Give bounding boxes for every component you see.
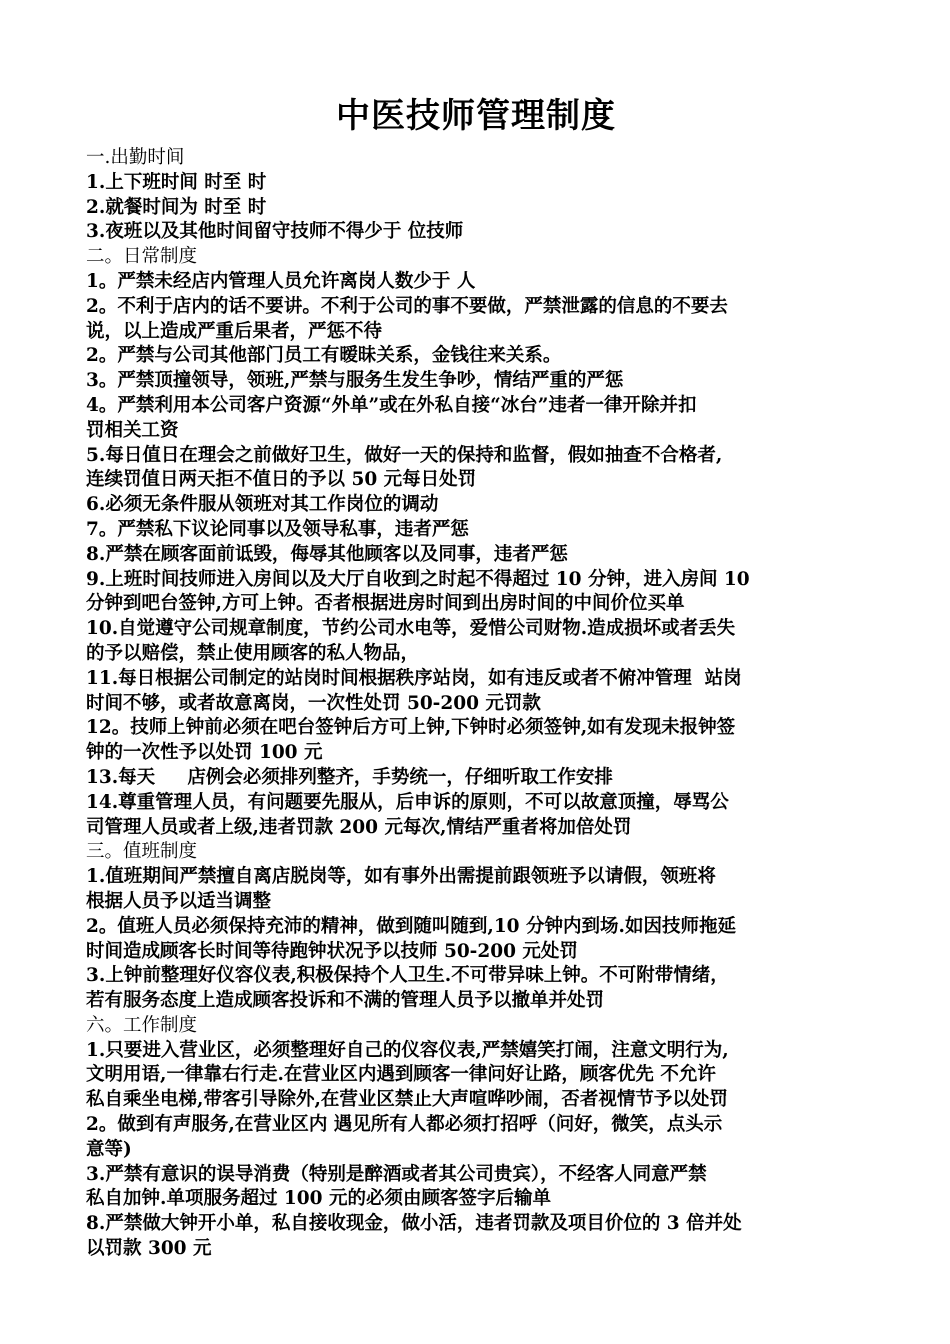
rule-line: 4。严禁利用本公司客户资源“外单”或在外私自接“冰台”违者一律开除并扣: [86, 394, 697, 416]
rule-line: 若有服务态度上造成顾客投诉和不满的管理人员予以撤单并处罚: [86, 990, 605, 1012]
rule-line: 1.值班期间严禁擅自离店脱岗等，如有事外出需提前跟领班予以请假，领班将: [86, 866, 716, 888]
rule-line: 时间不够，或者故意离岗，一次性处罚 50-200 元罚款: [86, 692, 541, 714]
rule-line: 8.严禁做大钟开小单，私自接收现金，做小活，违者罚款及项目价位的 3 倍并处: [86, 1213, 742, 1235]
rule-line: 时间造成顾客长时间等待跑钟状况予以技师 50-200 元处罚: [86, 940, 578, 962]
rule-line: 2。值班人员必须保持充沛的精神，做到随叫随到,10 分钟内到场.如因技师拖延: [86, 915, 736, 937]
rule-line: 2。做到有声服务,在营业区内 遇见所有人都必须打招呼（问好，微笑，点头示: [86, 1114, 723, 1136]
rule-line: 1.只要进入营业区，必须整理好自己的仪容仪表,严禁嬉笑打闹，注意文明行为,: [86, 1039, 729, 1061]
rule-line: 罚相关工资: [86, 419, 179, 441]
rule-line: 3.严禁有意识的误导消费（特别是醉酒或者其公司贵宾），不经客人同意严禁: [86, 1163, 707, 1185]
rule-line: 3。严禁顶撞领导，领班,严禁与服务生发生争吵，情结严重的严惩: [86, 370, 624, 392]
rule-line: 根据人员予以适当调整: [86, 890, 272, 912]
rule-line: 14.尊重管理人员，有问题要先服从，后申诉的原则，不可以故意顶撞，辱骂公: [86, 791, 729, 813]
rule-line: 私自加钟.单项服务超过 100 元的必须由顾客签字后输单: [86, 1188, 551, 1210]
section-heading: 六。工作制度: [86, 1014, 198, 1036]
rule-line: 11.每日根据公司制定的站岗时间根据秩序站岗，如有违反或者不俯冲管理 站岗: [86, 667, 742, 689]
rule-line: 钟的一次性予以处罚 100 元: [86, 742, 323, 764]
rule-line: 以罚款 300 元: [86, 1238, 212, 1260]
document-title: 中医技师管理制度: [336, 96, 616, 136]
rule-line: 3.夜班以及其他时间留守技师不得少于 位技师: [86, 221, 464, 243]
section-heading: 二。日常制度: [86, 246, 198, 268]
rule-line: 连续罚值日两天拒不值日的予以 50 元每日处罚: [86, 469, 477, 491]
rule-line: 2.就餐时间为 时至 时: [86, 196, 267, 218]
rule-line: 3.上钟前整理好仪容仪表,积极保持个人卫生.不可带异味上钟。不可附带情绪，: [86, 965, 729, 987]
rule-line: 5.每日值日在理会之前做好卫生，做好一天的保持和监督，假如抽查不合格者,: [86, 444, 723, 466]
rule-line: 1.上下班时间 时至 时: [86, 171, 267, 193]
rule-line: 12。技师上钟前必须在吧台签钟后方可上钟,下钟时必须签钟,如有发现未报钟签: [86, 717, 736, 739]
rule-line: 司管理人员或者上级,违者罚款 200 元每次,情结严重者将加倍处罚: [86, 816, 632, 838]
rule-line: 9.上班时间技师进入房间以及大厅自收到之时起不得超过 10 分钟，进入房间 10: [86, 568, 750, 590]
rule-line: 2。不利于店内的话不要讲。不利于公司的事不要做，严禁泄露的信息的不要去: [86, 295, 728, 317]
rule-line: 1。严禁未经店内管理人员允许离岗人数少于 人: [86, 270, 476, 292]
rule-line: 7。严禁私下议论同事以及领导私事，违者严惩: [86, 518, 469, 540]
rule-line: 6.必须无条件服从领班对其工作岗位的调动: [86, 494, 439, 516]
rule-line: 说，以上造成严重后果者，严惩不待: [86, 320, 383, 342]
section-heading: 三。值班制度: [86, 841, 198, 863]
rule-line: 私自乘坐电梯,带客引导除外,在营业区禁止大声喧哗吵闹，否者视情节予以处罚: [86, 1089, 728, 1111]
rule-line: 文明用语,一律靠右行走.在营业区内遇到顾客一律问好让路，顾客优先 不允许: [86, 1064, 716, 1086]
rule-line: 8.严禁在顾客面前诋毁，侮辱其他顾客以及同事，违者严惩: [86, 543, 568, 565]
rule-line: 的予以赔偿，禁止使用顾客的私人物品，: [86, 642, 420, 664]
rule-line: 意等): [86, 1138, 132, 1160]
document-body: [86, 146, 866, 1262]
rule-line: 10.自觉遵守公司规章制度，节约公司水电等，爱惜公司财物.造成损坏或者丢失: [86, 618, 736, 640]
rule-line: 2。严禁与公司其他部门员工有暧昧关系，金钱往来关系。: [86, 345, 562, 367]
rule-line: 13.每天 店例会必须排列整齐，手势统一，仔细听取工作安排: [86, 766, 613, 788]
section-heading: 一.出勤时间: [86, 147, 185, 168]
rule-line: 分钟到吧台签钟,方可上钟。否者根据进房时间到出房时间的中间价位买单: [86, 593, 685, 615]
